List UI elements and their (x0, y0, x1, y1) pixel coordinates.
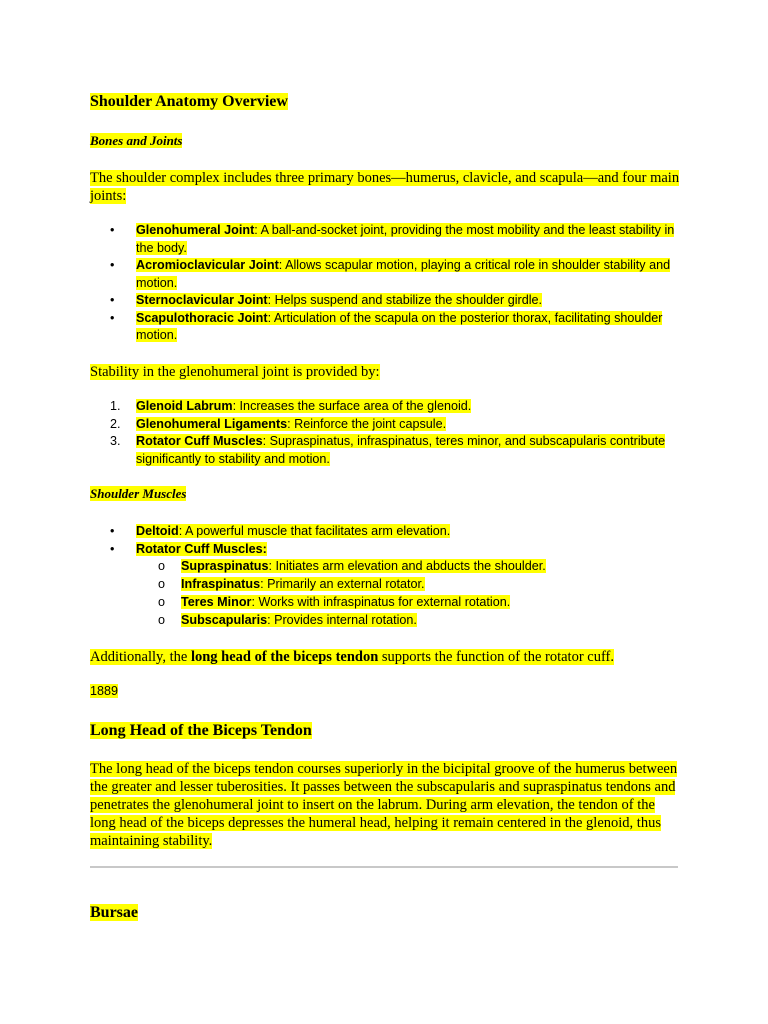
additional-text-post: supports the function of the rotator cuff. (378, 649, 614, 665)
sublist-item (90, 575, 680, 593)
section-heading-shoulder-muscles (90, 486, 680, 502)
additional-paragraph (90, 648, 680, 666)
stability-list (90, 398, 680, 468)
list-item-term: Teres Minor (181, 595, 252, 609)
list-item-desc: : A powerful muscle that facilitates arm elevation. (178, 524, 451, 538)
list-item-desc: : Works with infraspinatus for external rotation. (251, 595, 511, 609)
list-item-desc: : (262, 541, 267, 556)
list-item-term: Sternoclavicular Joint (136, 293, 268, 307)
additional-text-bold: long head of the biceps tendon (190, 649, 379, 665)
bullet-icon: • (110, 541, 115, 556)
list-item-term: Scapulothoracic Joint (136, 310, 268, 325)
list-item-desc: : A ball-and-socket joint, providing the most mobility and the least stability in the body. (136, 223, 675, 255)
list-item (90, 416, 680, 434)
intro-text: The shoulder complex includes three primary bones—humerus, clavicle, and scapula—and four main joints: (90, 170, 680, 204)
list-item-desc: : Articulation of the scapula on the posterior thorax, facilitating shoulder motion. (136, 310, 663, 342)
list-item-desc: : Helps suspend and stabilize the shoulder girdle. (267, 293, 543, 307)
sublist-item (90, 557, 680, 575)
list-item-desc: : Reinforce the joint capsule. (287, 416, 447, 431)
horizontal-divider (90, 866, 678, 868)
bullet-icon: • (110, 258, 115, 272)
page-number (90, 684, 680, 698)
page-number-text: 1889 (90, 684, 119, 698)
sublist-item (90, 593, 680, 611)
biceps-paragraph (90, 760, 682, 850)
list-item (90, 222, 680, 257)
list-item-term: Rotator Cuff Muscles (136, 434, 263, 448)
list-item-term: Infraspinatus (181, 577, 261, 591)
sub-bullet-icon: o (158, 595, 166, 609)
list-item (90, 310, 680, 345)
bullet-icon: • (110, 223, 115, 237)
stability-intro-text: Stability in the glenohumeral joint is provided by: (90, 364, 380, 380)
section-heading-bones-joints (90, 133, 680, 149)
stability-intro (90, 363, 680, 381)
section-heading-text: Shoulder Muscles (90, 486, 187, 501)
section-heading-biceps (90, 722, 680, 740)
bullet-icon: • (110, 293, 115, 307)
list-item-desc: : Initiates arm elevation and abducts the shoulder. (268, 559, 546, 573)
sublist-item (90, 611, 680, 629)
biceps-text: The long head of the biceps tendon courses superiorly in the bicipital groove of the humerus between the greater and lesser tuberosities. It passes between the subscapularis and supraspinatus tendons and penetrates the glenohumeral joint to insert on the labrum. During arm elevation, the tendon of the long head of the biceps depresses the humeral head, helping it remain centered in the glenoid, thus maintaining stability. (90, 761, 678, 849)
list-item-desc: : Increases the surface area of the glenoid. (232, 399, 472, 413)
intro-paragraph (90, 169, 680, 205)
joints-list (90, 222, 680, 345)
page-title-text: Shoulder Anatomy Overview (90, 93, 288, 110)
list-item-term: Glenohumeral Ligaments (136, 416, 288, 431)
list-item-desc: : Supraspinatus, infraspinatus, teres minor, and subscapularis contribute significantly to stability and motion. (136, 434, 666, 466)
list-item-term: Supraspinatus (181, 559, 269, 573)
list-number: 1. (110, 399, 121, 413)
list-number: 2. (110, 416, 121, 431)
section-heading-text: Bursae (90, 904, 138, 921)
page-title (90, 93, 680, 111)
sub-bullet-icon: o (158, 613, 166, 627)
list-number: 3. (110, 434, 121, 448)
bullet-icon: • (110, 524, 115, 538)
bullet-icon: • (110, 310, 115, 325)
list-item (90, 398, 680, 416)
list-item-desc: : Primarily an external rotator. (260, 577, 425, 591)
list-item-term: Glenoid Labrum (136, 399, 233, 413)
list-item (90, 257, 680, 292)
list-item-term: Deltoid (136, 524, 179, 538)
list-item-term: Acromioclavicular Joint (136, 258, 279, 272)
list-item (90, 523, 680, 541)
list-item (90, 433, 680, 468)
list-item-desc: : Provides internal rotation. (267, 613, 417, 627)
list-item-term: Glenohumeral Joint (136, 223, 255, 237)
additional-text-pre: Additionally, the (90, 649, 191, 665)
list-item-desc: : Allows scapular motion, playing a critical role in shoulder stability and motion. (136, 258, 671, 290)
section-heading-bursae (90, 904, 680, 922)
list-item (90, 292, 680, 310)
list-item-term: Rotator Cuff Muscles (136, 541, 263, 556)
list-item-term: Subscapularis (181, 613, 268, 627)
section-heading-text: Bones and Joints (90, 133, 183, 148)
list-item (90, 541, 680, 559)
muscles-list (90, 523, 680, 558)
sub-bullet-icon: o (158, 577, 166, 591)
section-heading-text: Long Head of the Biceps Tendon (90, 722, 312, 739)
sub-bullet-icon: o (158, 559, 166, 573)
rotator-sublist (90, 557, 680, 629)
